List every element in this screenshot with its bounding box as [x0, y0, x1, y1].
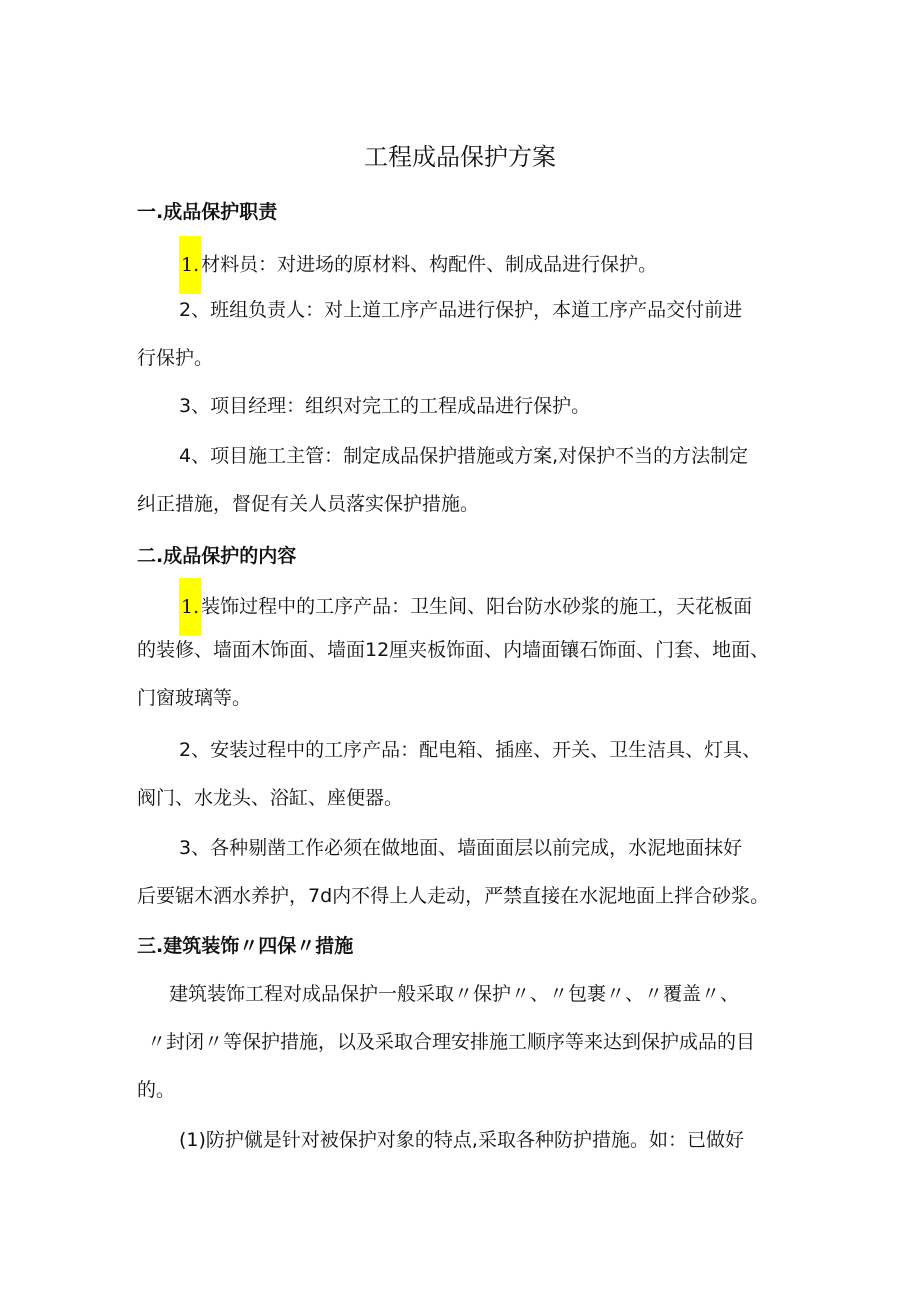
section-3-intro-line-1: 建筑装饰工程对成品保护一般采取〃保护〃、〃包裹〃、〃覆盖〃、	[169, 983, 740, 1005]
section-3-intro	[137, 970, 797, 1114]
section-2-item-1-line-2: 的装修、墙面木饰面、墙面12厘夹板饰面、内墙面镶石饰面、门套、地面、	[137, 639, 770, 661]
section-2-item-2-line-2: 阀门、水龙头、浴缸、座便器。	[137, 787, 404, 809]
section-3-intro-line-2: 〃封闭〃等保护措施，以及采取合理安排施工顺序等来达到保护成品的目	[147, 1031, 756, 1053]
section-3-item-1: (1)防护僦是针对被保护对象的特点,采取各种防护措施。如：已做好	[179, 1129, 744, 1151]
section-2-item-3-line-2: 后要锯木洒水养护，7d内不得上人走动，严禁直接在水泥地面上拌合砂浆。	[137, 885, 770, 907]
section-1-item-3: 3、项目经理：组织对完工的工程成品进行保护。	[179, 395, 591, 417]
section-2-item-3-line-1: 3、各种剔凿工作必须在做地面、墙面面层以前完成，水泥地面抹好	[179, 837, 743, 859]
highlighted-number: 1.	[179, 236, 201, 294]
section-2-item-3	[137, 824, 797, 920]
section-2-heading: 二.成品保护的内容	[137, 545, 297, 567]
section-1-heading: 一.成品保护职责	[137, 201, 278, 223]
section-2-item-1-line-1	[137, 578, 797, 626]
section-1-item-2-line-1: 2、班组负责人：对上道工序产品进行保护，本道工序产品交付前进	[179, 299, 743, 321]
section-1-item-2	[137, 286, 797, 382]
section-3-intro-line-3: 的。	[137, 1079, 176, 1101]
section-2-item-1-line-3: 门窗玻璃等。	[137, 687, 252, 709]
section-2-item-2-line-1: 2、安装过程中的工序产品：配电箱、插座、开关、卫生洁具、灯具、	[179, 739, 762, 761]
section-2-item-1-line-1-text: 装饰过程中的工序产品：卫生间、阳台防水砂浆的施工，天花板面	[201, 595, 753, 618]
document-title: 工程成品保护方案	[364, 143, 556, 171]
section-3-heading: 三.建筑装饰〃四保〃措施	[137, 935, 354, 957]
section-2-item-1	[137, 578, 797, 722]
section-1-item-1-text: 材料员：对进场的原材料、构配件、制成品进行保护。	[201, 253, 658, 276]
highlighted-number: 1.	[179, 578, 201, 636]
section-1-item-4	[137, 432, 797, 528]
section-2-item-2	[137, 726, 797, 822]
section-1-item-4-line-1: 4、项目施工主管：制定成品保护措施或方案,对保护不当的方法制定	[179, 445, 749, 467]
section-1-item-4-line-2: 纠正措施，督促有关人员落实保护措施。	[137, 493, 480, 515]
section-1-item-2-line-2: 行保护。	[137, 347, 214, 369]
